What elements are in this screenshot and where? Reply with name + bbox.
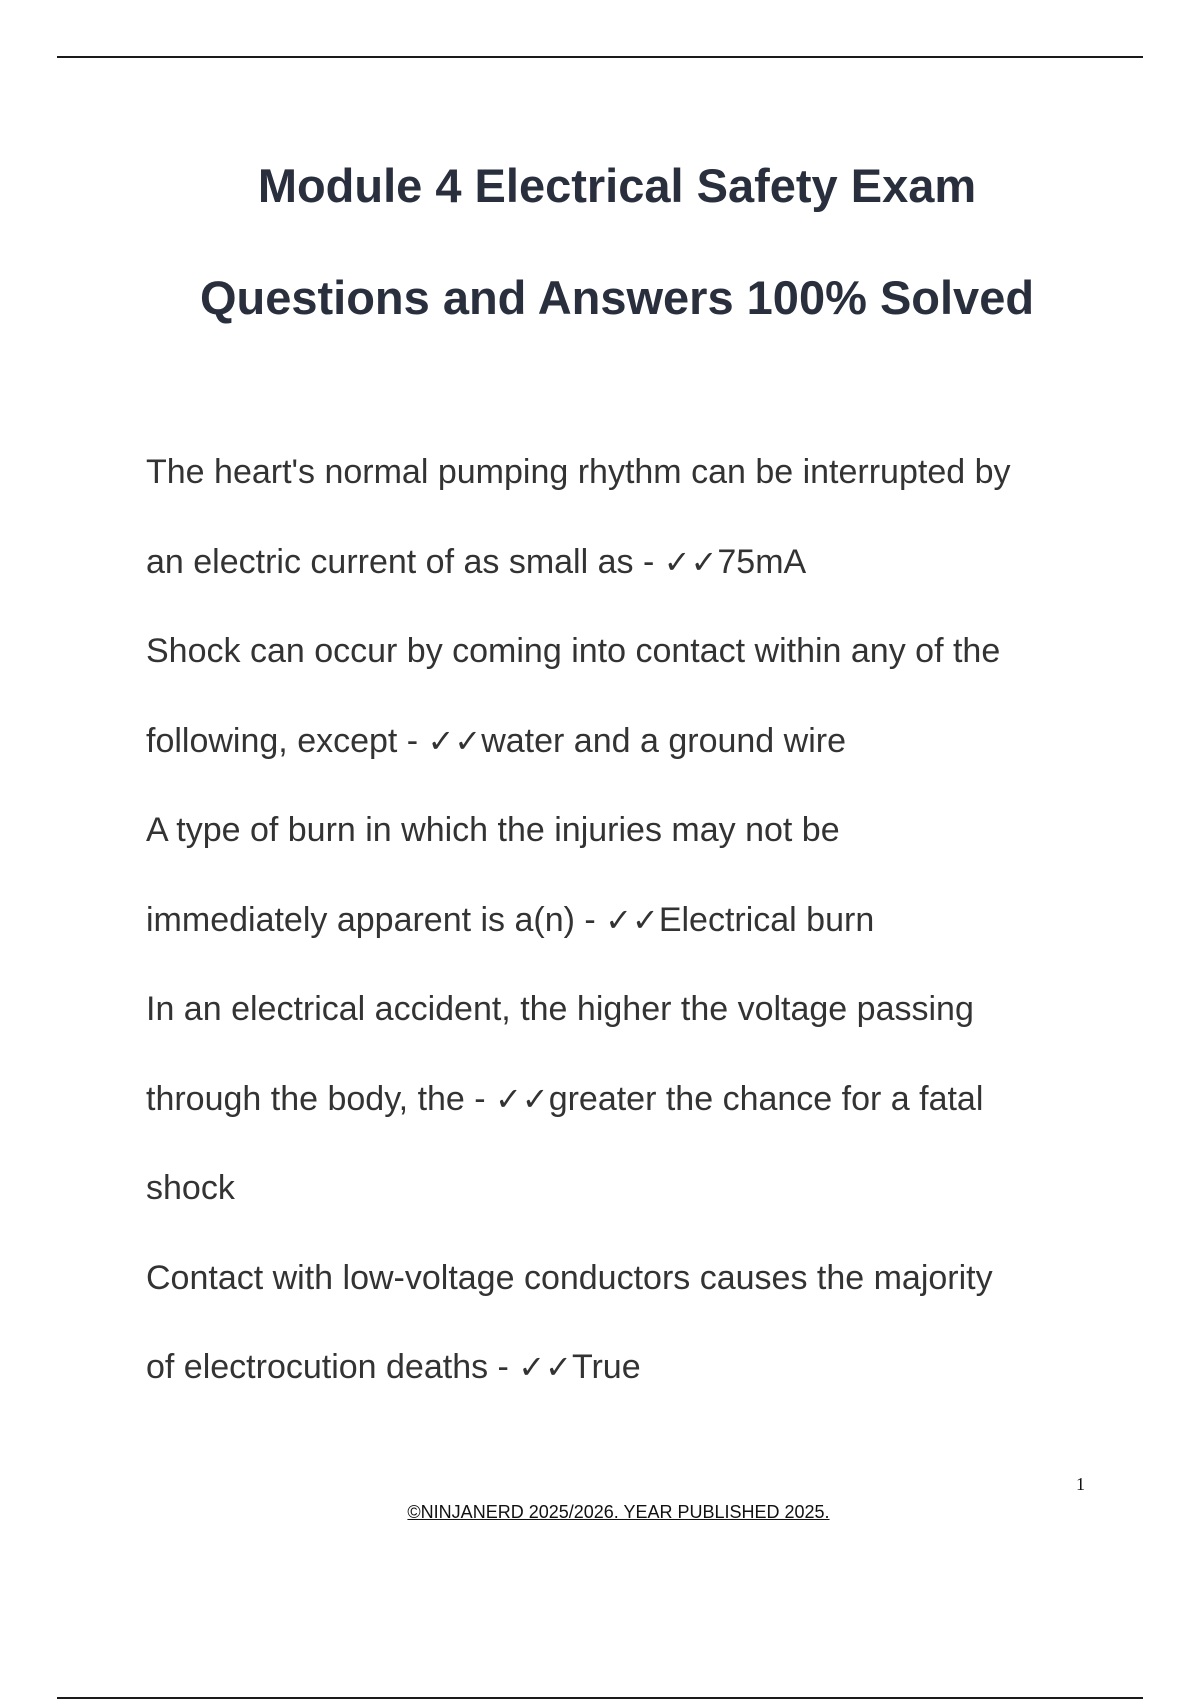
bottom-rule (57, 1697, 1143, 1699)
question-text: Contact with low-voltage conductors causes the majority (146, 1258, 993, 1297)
qa-1-line-2 (146, 518, 1126, 608)
footer-copyright (0, 1502, 1200, 1523)
qa-3-line-1 (146, 786, 1126, 876)
document-title (57, 130, 1177, 354)
qa-4-line-3 (146, 1144, 1126, 1234)
question-text: Shock can occur by coming into contact within any of the (146, 632, 1001, 670)
footer-text: ©NINJANERD 2025/2026. YEAR PUBLISHED 2025. (407, 1502, 830, 1522)
qa-4-line-2 (146, 1055, 1126, 1145)
check-mark-icon: ✓✓ (495, 1079, 549, 1118)
question-text: The heart's normal pumping rhythm can be interrupted by (146, 453, 1011, 491)
qa-4-line-1 (146, 965, 1126, 1055)
qa-5-line-2 (146, 1323, 1126, 1413)
question-text: In an electrical accident, the higher the voltage passing (146, 990, 974, 1028)
answer-text: shock (146, 1169, 235, 1207)
qa-2-line-1 (146, 607, 1126, 697)
answer-text: 75mA (717, 542, 807, 581)
check-mark-icon: ✓✓ (518, 1348, 572, 1386)
check-mark-icon: ✓✓ (663, 542, 718, 581)
answer-text: Electrical burn (658, 900, 875, 939)
title-line-2: Questions and Answers 100% Solved (199, 271, 1035, 324)
qa-3-line-2 (146, 876, 1126, 966)
question-text: of electrocution deaths - (146, 1348, 519, 1386)
answer-text: True (571, 1348, 641, 1386)
check-mark-icon: ✓✓ (427, 721, 482, 760)
title-line-1: Module 4 Electrical Safety Exam (257, 159, 977, 212)
qa-2-line-2 (146, 697, 1126, 787)
question-text: A type of burn in which the injuries may not be (146, 811, 840, 849)
question-text: an electric current of as small as - (146, 542, 664, 581)
answer-text: greater the chance for a fatal (548, 1079, 984, 1118)
qa-5-line-1 (146, 1234, 1126, 1324)
qa-1-line-1 (146, 428, 1126, 518)
qa-list (146, 428, 1126, 1413)
question-text: through the body, the - (146, 1079, 496, 1118)
answer-text: water and a ground wire (481, 721, 846, 760)
top-rule (57, 56, 1143, 58)
page-number: 1 (1076, 1474, 1085, 1494)
question-text: following, except - (146, 721, 428, 760)
question-text: immediately apparent is a(n) - (146, 900, 606, 939)
check-mark-icon: ✓✓ (605, 900, 659, 939)
